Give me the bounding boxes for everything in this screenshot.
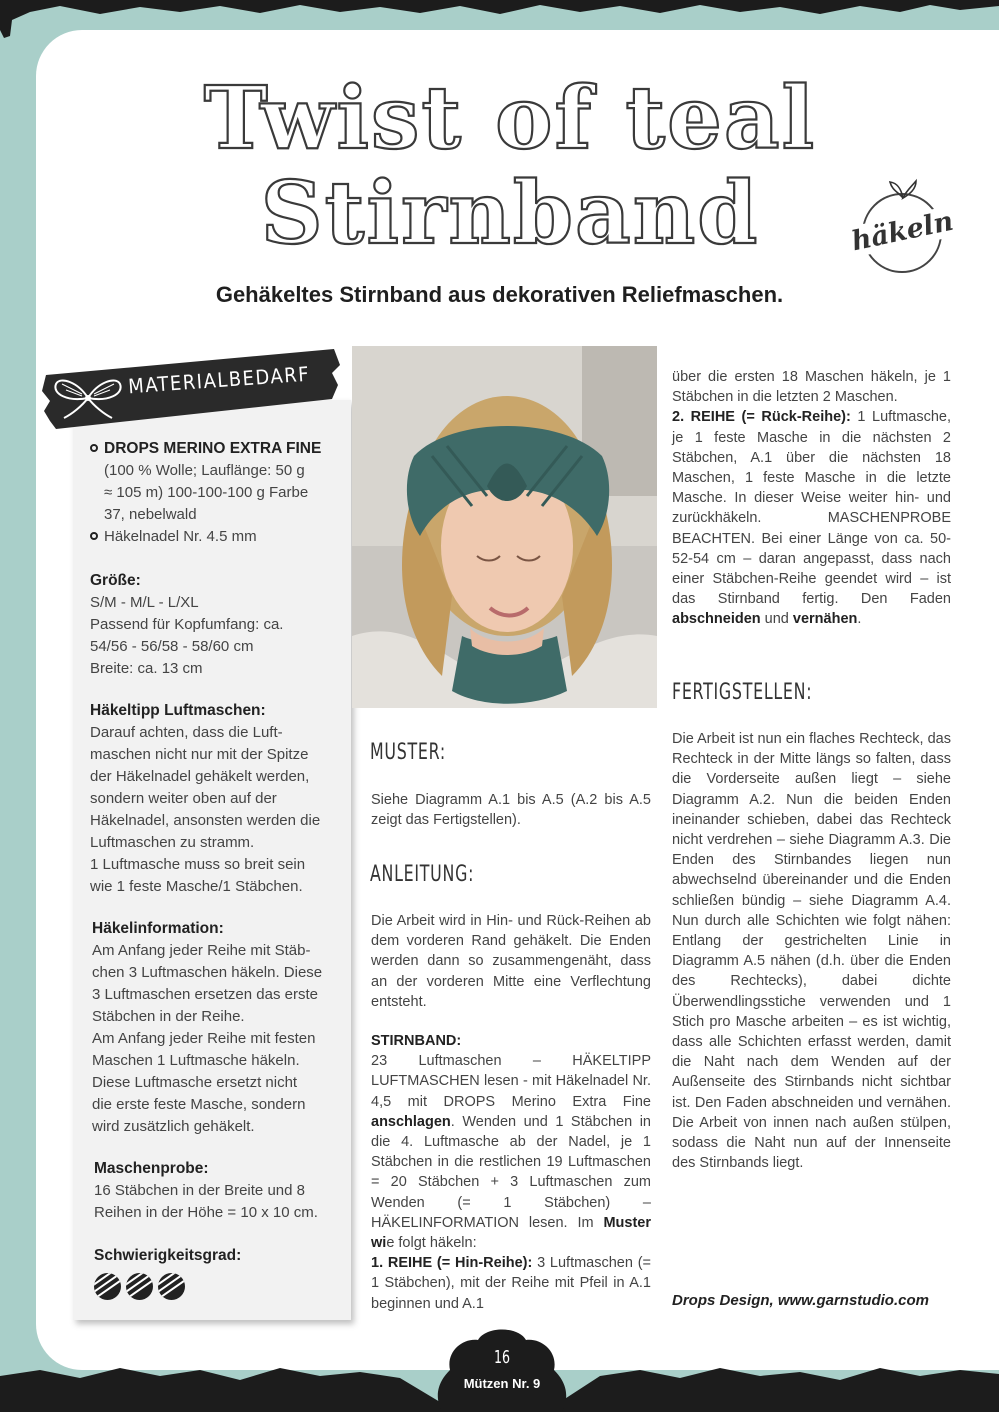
title-line-1: Twist of teal (203, 68, 817, 169)
yarn-line: (100 % Wolle; Lauflänge: 50 g (104, 462, 305, 479)
stirnband-p3: e folgt häkeln: (386, 1235, 477, 1252)
row2-label: 2. REIHE (= Rück-Reihe): (672, 409, 851, 426)
badge-label: häkeln (846, 205, 959, 258)
headband-photo (352, 346, 657, 708)
muster-text: Siehe Diagramm A.1 bis A.5 (A.2 bis A.5 zeigt das Fertigstellen). (371, 792, 651, 829)
gauge-line: Reihen in der Höhe = 10 x 10 cm. (94, 1204, 318, 1221)
bullet-icon (90, 444, 98, 452)
leaf-icon (888, 178, 918, 200)
yarn-line: ≈ 105 m) 100-100-100 g Farbe (104, 484, 309, 501)
yarn-line: 37, nebelwald (104, 506, 197, 523)
row2-text: 1 Luftmasche, je 1 feste Masche in die nächsten 2 Stäbchen, A.1 über die nächsten 18 Maschen, 1 feste Masche in die letzte Masche. In dieser Weise weiter hin- und zurückhäkeln. MASCHENPROBE BEACHTEN. Bei einer Länge von ca. 50-52-54 cm – daran angepasst, dass nach einer Stäbchen-Reihe geendet wird – ist das Stirnband fertig. Den Faden (672, 409, 952, 608)
row2-bold-2: vernähen (792, 611, 858, 628)
row2-end: . (857, 611, 862, 628)
row1-label: 1. REIHE (= Hin-Reihe): (371, 1255, 533, 1272)
subtitle: Gehäkeltes Stirnband aus dekorativen Reliefmaschen. (215, 282, 784, 307)
size-line: Passend für Kopfumfang: ca. (90, 616, 284, 633)
hook-size: Häkelnadel Nr. 4.5 mm (104, 528, 257, 545)
gauge-line: 16 Stäbchen in der Breite und 8 (94, 1182, 305, 1199)
stirnband-heading: STIRNBAND: (371, 1033, 462, 1049)
materials-heading: MATERIALBEDARF (127, 361, 311, 399)
gauge-block (94, 1158, 350, 1224)
info-block (92, 918, 348, 1138)
row1-text: 3 Luftmaschen (= 1 Stäbchen), mit der Reihe mit Pfeil in A.1 beginnen und A.1 (371, 1255, 651, 1312)
stirnband-p1: 23 Luftmaschen – HÄKELTIPP LUFTMASCHEN lesen - mit Häkelnadel Nr. 4,5 mit DROPS Merino Extra Fine (371, 1053, 651, 1110)
magazine-name: Mützen Nr. 9 (463, 1376, 541, 1391)
right-top (672, 367, 951, 630)
tip-line: sondern weiter oben auf der (90, 790, 277, 807)
difficulty-block (94, 1245, 350, 1307)
info-line: wird zusätzlich gehäkelt. (92, 1118, 255, 1135)
tip-line: wie 1 feste Masche/1 Stäbchen. (90, 878, 303, 895)
tip-block (90, 700, 346, 898)
tip-line: maschen nicht nur mit der Spitze (90, 746, 309, 763)
info-line: Am Anfang jeder Reihe mit festen (92, 1030, 316, 1047)
yarn-name: DROPS MERINO EXTRA FINE (104, 440, 322, 457)
row1 (371, 1253, 651, 1314)
credit-line: Drops Design, www.garnstudio.com (672, 1292, 929, 1309)
yarn-block (90, 438, 340, 548)
size-block (90, 570, 340, 680)
stirnband-p2: . Wenden und 1 Stäbchen in die 4. Luftmasche ab der Nadel, je 1 Stäbchen in die restlichen 19 Luftmaschen = 20 Stäbchen + 3 Luftmaschen zum Wenden (= 1 Stäbchen) – HÄKELINFORMATION lesen. Im (371, 1113, 651, 1231)
size-line: Breite: ca. 13 cm (90, 660, 203, 677)
stirnband-p2-bold: Muster wi (371, 1214, 652, 1252)
row2-bold-1: abschneiden (672, 611, 761, 628)
finish-text: Die Arbeit ist nun ein flaches Rechteck, das Rechteck in der Mitte längs so falten, dass die Vorderseite außen liegt – siehe Diagramm A.2. Nun die beiden Enden ineinander schieben, dabei das Rechteck nicht verdrehen – siehe Diagramm A.3. Die Enden des Stirnbandes liegen nun abwechselnd übereinander und die Enden schließen bündig – siehe Diagramm A.4. Nun durch alle Schichten wie folgt nähen: Entlang der gestrichelten Linie in Diagramm A.5 nähen (d.h. über die Enden des Rechtecks), dabei dichte Überwendlingsstiche verwenden und 1 Stich pro Masche arbeiten – es ist wichtig, dass alle Schichten erfasst werden, damit die Naht nach dem Wenden auf der Außenseite des Stirnbands nicht sichtbar ist. Den Faden abschneiden und vernähen. Die Arbeit von innen nach außen stülpen, sodass die Naht nun auf der Innenseite des Stirnbands liegt. (672, 731, 951, 1172)
tip-line: 1 Luftmasche muss so breit sein (90, 856, 306, 873)
title-line-2: Stirnband (260, 163, 760, 264)
page-number: 16 (493, 1347, 511, 1368)
info-line: die erste feste Masche, sondern (92, 1096, 306, 1113)
yarn-lines (90, 460, 340, 526)
anleitung-heading: ANLEITUNG: (370, 862, 475, 887)
tip-heading: Häkeltipp Luftmaschen: (90, 702, 266, 719)
anleitung-intro: Die Arbeit wird in Hin- und Rück-Reihen ab dem vorderen Rand gehäkelt. Die Enden werden dann so zusammengenäht, dass an der vorderen Mitte eine Verflechtung entsteht. (371, 913, 651, 1010)
info-heading: Häkelinformation: (92, 920, 224, 937)
gauge-heading: Maschenprobe: (94, 1160, 209, 1177)
yarn-ball-icon (126, 1273, 153, 1300)
tip-line: Luftmaschen zu stramm. (90, 834, 255, 851)
page-title (160, 68, 860, 264)
stirnband-text (371, 1051, 651, 1253)
yarn-item (90, 438, 340, 460)
yarn-ball-icon (94, 1273, 121, 1300)
difficulty-heading: Schwierigkeitsgrad: (94, 1247, 242, 1264)
size-heading: Größe: (90, 572, 141, 589)
stirnband-section (371, 1031, 651, 1314)
bow-icon (52, 372, 124, 422)
info-line: Am Anfang jeder Reihe mit Stäb- (92, 942, 311, 959)
tip-line: Häkelnadel, ansonsten werden die (90, 812, 321, 829)
hook-item (90, 526, 340, 548)
size-line: S/M - M/L - L/XL (90, 594, 199, 611)
tip-line: der Häkelnadel gehäkelt werden, (90, 768, 310, 785)
row2-mid: und (760, 611, 793, 628)
info-line: Maschen 1 Luftmasche häkeln. (92, 1052, 300, 1069)
finish-heading: FERTIGSTELLEN: (672, 680, 813, 705)
info-line: chen 3 Luftmaschen häkeln. Diese (92, 964, 323, 981)
yarn-ball-icon (158, 1273, 185, 1300)
bullet-icon (90, 532, 98, 540)
info-line: Stäbchen in der Reihe. (92, 1008, 245, 1025)
right-cont: über die ersten 18 Maschen häkeln, je 1 Stäbchen in die letzten 2 Maschen. (672, 369, 951, 406)
stirnband-p1-bold: anschlagen (371, 1113, 451, 1130)
info-line: 3 Luftmaschen ersetzen das erste (92, 986, 318, 1003)
info-line: Diese Luftmasche ersetzt nicht (92, 1074, 298, 1091)
muster-heading: MUSTER: (370, 740, 446, 765)
tip-line: Darauf achten, dass die Luft- (90, 724, 283, 741)
size-line: 54/56 - 56/58 - 58/60 cm (90, 638, 254, 655)
difficulty-rating (94, 1273, 350, 1307)
row2 (672, 407, 951, 629)
